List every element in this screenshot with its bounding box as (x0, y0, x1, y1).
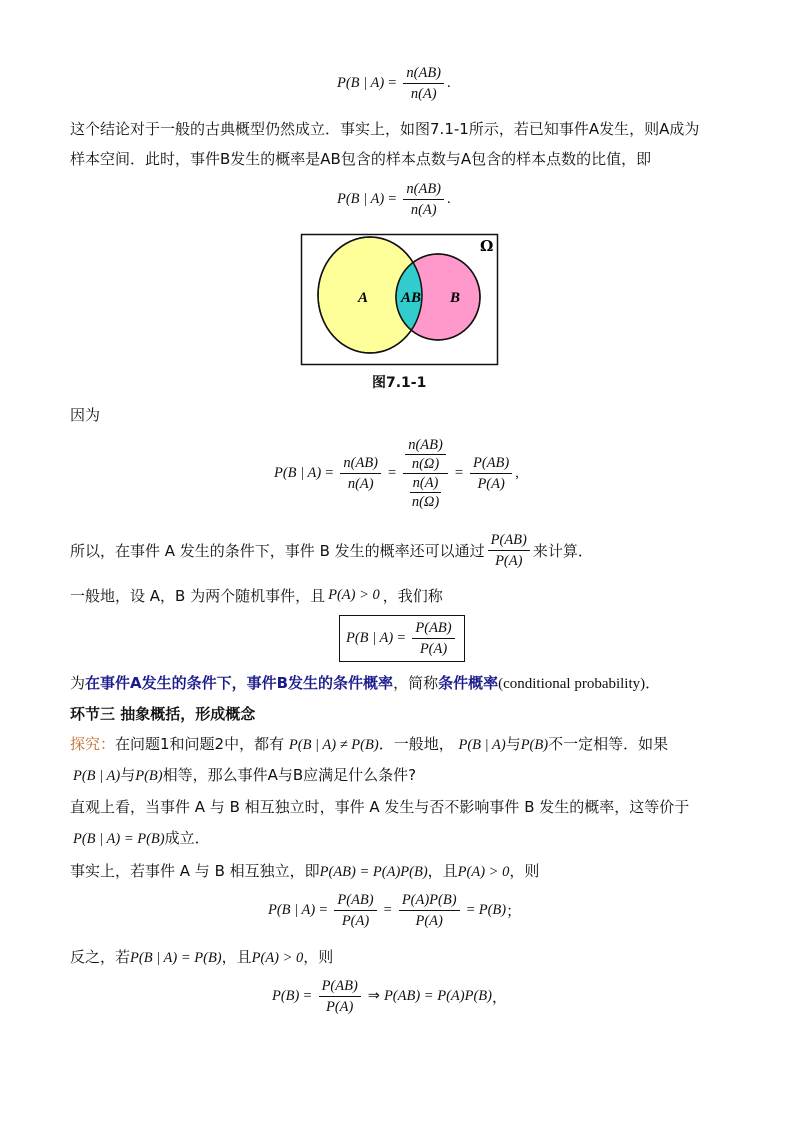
formula-3-eq-2: = (388, 465, 397, 481)
formula-3-compound-numerator (403, 437, 448, 474)
explore-m1: P(B | A) ≠ P(B) (288, 737, 379, 753)
formula-3-compound-denominator (407, 474, 444, 510)
paragraph-3-post: ，我们称 (382, 587, 443, 605)
converse-m2: P(A) > 0 (251, 950, 304, 966)
converse-line (70, 946, 333, 969)
explore-line-1 (70, 733, 668, 756)
label-b: B (450, 290, 461, 306)
formula-1-denominator: n(A) (410, 86, 437, 102)
paragraph-4-english: (conditional probability)． (498, 676, 661, 692)
paragraph-2-denominator: P(A) (495, 553, 523, 569)
formula-3-nd: n(Ω) (411, 456, 440, 472)
paragraph-2-post: 来计算． (532, 542, 593, 560)
because-text: 因为 (70, 406, 101, 424)
paragraph-2-numerator: P(AB) (488, 531, 530, 551)
fact-m1: P(AB) = P(A)P(B) (319, 864, 428, 880)
formula-5-d1: P(A) (341, 913, 370, 929)
fact-m2: P(A) > 0 (457, 864, 510, 880)
explore-l1b: ．一般地， (378, 735, 454, 753)
explore-l1c: 与 (505, 735, 521, 753)
figure-caption: 图7.1-1 (372, 375, 427, 391)
formula-6-numerator: P(AB) (319, 977, 361, 997)
paragraph-2 (70, 531, 593, 570)
formula-4-box (339, 615, 465, 662)
formula-3 (274, 437, 519, 510)
converse-m1: P(B | A) = P(B) (130, 950, 222, 966)
explore-line-2 (73, 764, 416, 787)
formula-1-end: . (447, 75, 451, 91)
section-title: 环节三 抽象概括，形成概念 (70, 705, 256, 723)
intuit-line-2 (73, 827, 210, 850)
paragraph-2-fraction (488, 531, 530, 570)
formula-3-nn: n(AB) (405, 437, 446, 455)
formula-3-f1-numerator: n(AB) (340, 454, 381, 474)
formula-6-lhs: P(B) (272, 988, 300, 1004)
formula-5 (268, 891, 521, 930)
formula-3-dn: n(A) (410, 475, 442, 493)
explore-l1d: 不一定相等．如果 (548, 735, 669, 753)
omega-label: Ω (480, 237, 494, 255)
formula-3-eq-1: = (325, 465, 334, 481)
fact-mid: ，且 (427, 862, 458, 880)
formula-3-inner-fraction-top (405, 437, 446, 472)
formula-2-eq: = (388, 191, 397, 207)
explore-l2b: 相等，那么事件A与B应满足什么条件? (162, 766, 417, 784)
paragraph-4-p1: 为 (70, 674, 86, 692)
formula-2-fraction (403, 180, 444, 219)
formula-4-lhs: P(B | A) (346, 630, 394, 646)
explore-m2: P(B | A) (458, 737, 506, 753)
fact-post: ，则 (509, 862, 540, 880)
explore-l1a: 在问题1和问题2中，都有 (115, 735, 285, 753)
converse-mid: ，且 (221, 948, 252, 966)
paragraph-1-line-2: 样本空间．此时，事件B发生的概率是AB包含的样本点数与A包含的样本点数的比值，即 (70, 150, 652, 168)
formula-3-lhs: P(B | A) (274, 465, 322, 481)
intuit-line-1: 直观上看，当事件 A 与 B 相互独立时，事件 A 发生与否不影响事件 B 发生的概率，这等价于 (70, 798, 690, 816)
converse-pre: 反之，若 (70, 948, 131, 966)
formula-5-n1: P(AB) (334, 891, 376, 911)
formula-6 (272, 977, 507, 1016)
fact-pre: 事实上，若事件 A 与 B 相互独立，即 (70, 862, 320, 880)
explore-m3: P(B) (520, 737, 549, 753)
formula-6-end: ， (491, 988, 507, 1006)
formula-1-eq: = (388, 75, 397, 91)
formula-1 (337, 64, 451, 103)
formula-3-dd: n(Ω) (411, 494, 440, 510)
formula-6-eq: = (303, 988, 312, 1004)
formula-5-end: ； (506, 902, 522, 920)
formula-2 (337, 180, 451, 219)
venn-diagram (300, 233, 500, 367)
formula-6-fraction (319, 977, 361, 1016)
paragraph-4-p2: ，简称 (393, 674, 439, 692)
formula-1-lhs: P(B | A) (337, 75, 385, 91)
term-highlight: 条件概率 (438, 674, 499, 692)
formula-4-denominator: P(A) (419, 641, 448, 657)
formula-5-eq-2: = (383, 902, 392, 918)
formula-3-f1-denominator: n(A) (347, 476, 374, 492)
explore-l2a: 与 (120, 766, 136, 784)
formula-2-end: . (447, 191, 451, 207)
paragraph-2-pre: 所以，在事件 A 发生的条件下，事件 B 发生的概率还可以通过 (70, 542, 485, 560)
explore-l2m2: P(B) (135, 768, 163, 784)
formula-6-rhs: P(AB) = P(A)P(B) (383, 988, 492, 1004)
formula-3-f3-numerator: P(AB) (470, 454, 512, 474)
formula-6-denominator: P(A) (325, 999, 354, 1015)
formula-1-numerator: n(AB) (403, 64, 444, 84)
formula-3-compound-fraction (403, 437, 448, 510)
formula-5-rhs: P(B) (478, 902, 507, 918)
paragraph-3 (70, 585, 443, 606)
formula-4-numerator: P(AB) (412, 619, 454, 639)
intuit-post: 成立． (164, 829, 210, 847)
label-a: A (358, 290, 369, 306)
paragraph-3-condition: P(A) > 0 (328, 587, 380, 603)
formula-5-fraction-2 (399, 891, 460, 930)
formula-3-fraction-1 (340, 454, 381, 493)
formula-1-fraction (403, 64, 444, 103)
paragraph-4 (70, 672, 660, 695)
formula-5-fraction-1 (334, 891, 376, 930)
formula-6-arrow: ⇒ (367, 988, 380, 1004)
formula-3-eq-3: = (454, 465, 464, 481)
formula-3-fraction-3 (470, 454, 512, 493)
formula-2-numerator: n(AB) (403, 180, 444, 200)
paragraph-1-line-1: 这个结论对于一般的古典概型仍然成立．事实上，如图7.1-1所示，若已知事件A发生，则A成为 (70, 120, 700, 138)
formula-3-inner-fraction-bottom (409, 475, 442, 510)
converse-post: ，则 (303, 948, 334, 966)
definition-highlight: 在事件A发生的条件下，事件B发生的条件概率 (85, 674, 394, 692)
explore-l2m1: P(B | A) (73, 768, 121, 784)
formula-2-denominator: n(A) (410, 202, 437, 218)
formula-5-n2: P(A)P(B) (399, 891, 460, 911)
formula-5-eq-3: = (466, 902, 475, 918)
label-ab: AB (401, 290, 422, 306)
formula-5-eq-1: = (319, 902, 328, 918)
formula-3-f3-denominator: P(A) (477, 476, 505, 492)
formula-4-eq: = (397, 630, 406, 646)
formula-3-end: , (515, 465, 519, 481)
paragraph-3-pre: 一般地，设 A，B 为两个随机事件，且 (70, 587, 326, 605)
formula-2-lhs: P(B | A) (337, 191, 385, 207)
formula-5-lhs: P(B | A) (268, 902, 316, 918)
explore-label: 探究： (70, 735, 116, 753)
intuit-math: P(B | A) = P(B) (73, 831, 165, 847)
formula-5-d2: P(A) (415, 913, 443, 929)
formula-4-fraction (412, 619, 454, 658)
fact-line (70, 860, 539, 883)
